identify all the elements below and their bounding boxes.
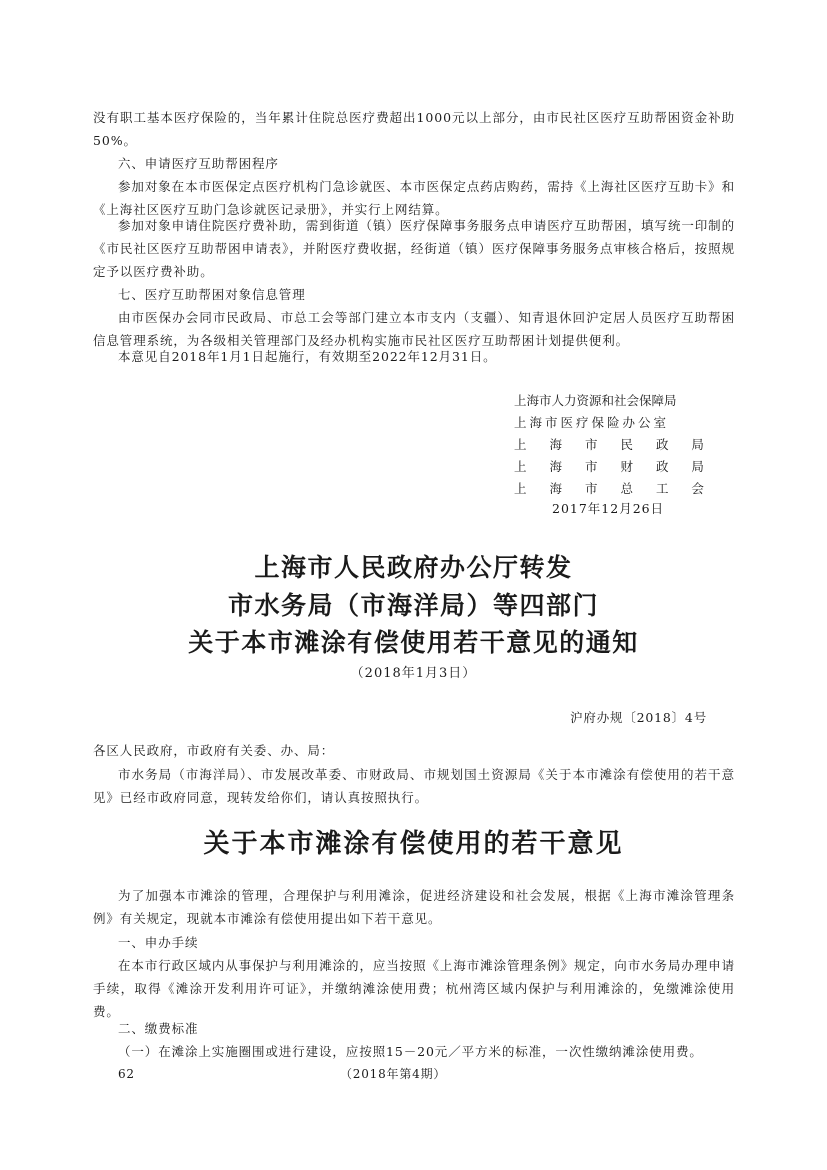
paragraph: （一）在滩涂上实施圈围或进行建设，应按照15－20元／平方米的标准，一次性缴纳滩涂使用费。 [118, 1044, 703, 1059]
signatory-char: 上 [514, 437, 527, 452]
notice-title-line: 市水务局（市海洋局）等四部门 [227, 591, 599, 620]
paragraph: 本意见自2018年1月1日起施行，有效期至2022年12月31日。 [118, 349, 497, 364]
signatory [514, 456, 704, 478]
signatory-char: 市 [584, 481, 598, 496]
opinion-title: 关于本市滩涂有偿使用的若干意见 [203, 829, 624, 859]
signatory-char: 上 [514, 481, 527, 496]
signatory-char: 财 [620, 459, 633, 474]
notice-body: 市水务局（市海洋局）、市发展改革委、市财政局、市规划国土资源局《关于本市滩涂有偿使用的若干意见》已经市政府同意，现转发给你们，请认真按照执行。 [93, 767, 735, 805]
signatory: 上海市人力资源和社会保障局 [514, 393, 677, 408]
notice-title-line: 关于本市滩涂有偿使用若干意见的通知 [188, 628, 639, 657]
paragraph: 没有职工基本医疗保险的，当年累计住院总医疗费超出1000元以上部分，由市民社区医疗互助帮困资金补助50%。 [93, 110, 735, 148]
notice-date: （2018年1月3日） [350, 666, 477, 681]
signatory-char: 市 [584, 437, 598, 452]
signatory-char: 局 [691, 437, 704, 452]
paragraph: 由市医保办会同市民政局、市总工会等部门建立本市支内（支疆）、知青退休回沪定居人员医疗互助帮困信息管理系统，为各级相关管理部门及经办机构实施市民社区医疗互助帮困计划提供便利。 [93, 310, 735, 348]
document-number: 沪府办规〔2018〕4号 [570, 710, 707, 725]
signatory-char: 政 [655, 437, 669, 452]
signatory-char: 海 [549, 437, 562, 452]
signatory: 上海市医疗保险办公室 [514, 415, 670, 430]
section-heading: 六、申请医疗互助帮困程序 [118, 156, 279, 171]
signatory-char: 局 [691, 459, 704, 474]
signatory-char: 海 [549, 459, 562, 474]
signatory-char: 总 [620, 481, 633, 496]
signatory [514, 434, 704, 456]
signatory-char: 工 [655, 481, 669, 496]
signatory [514, 478, 704, 500]
salutation: 各区人民政府，市政府有关委、办、局： [93, 743, 335, 758]
paragraph: 在本市行政区域内从事保护与利用滩涂的，应当按照《上海市滩涂管理条例》规定，向市水务局办理申请手续，取得《滩涂开发利用许可证》，并缴纳滩涂使用费；杭州湾区域内保护与利用滩涂的，免缴滩涂使用费。 [93, 958, 735, 1019]
paragraph: 参加对象在本市医保定点医疗机构门急诊就医、本市医保定点药店购药，需持《上海社区医疗互助卡》和《上海社区医疗互助门急诊就医记录册》，并实行上网结算。 [93, 179, 735, 217]
section-heading: 一、申办手续 [118, 935, 199, 950]
page-number: 62 [118, 1067, 135, 1081]
section-heading: 七、医疗互助帮困对象信息管理 [118, 287, 306, 302]
signatory-char: 市 [584, 459, 598, 474]
signatory-char: 民 [620, 437, 633, 452]
section-heading: 二、缴费标准 [118, 1021, 199, 1036]
issue-label: （2018年第4期） [340, 1067, 447, 1081]
signatory-char: 海 [549, 481, 562, 496]
signatory-char: 政 [655, 459, 669, 474]
paragraph: 参加对象申请住院医疗费补助，需到街道（镇）医疗保障事务服务点申请医疗互助帮困，填写统一印制的《市民社区医疗互助帮困申请表》，并附医疗费收据，经街道（镇）医疗保障事务服务点审核合格后，按照规定予以医疗费补助。 [93, 218, 735, 279]
signing-date: 2017年12月26日 [552, 501, 665, 516]
paragraph: 为了加强本市滩涂的管理，合理保护与利用滩涂，促进经济建设和社会发展，根据《上海市滩涂管理条例》有关规定，现就本市滩涂有偿使用提出如下若干意见。 [93, 888, 735, 926]
notice-title-line: 上海市人民政府办公厅转发 [254, 553, 573, 582]
signatory-char: 会 [691, 481, 704, 496]
signatory-char: 上 [514, 459, 527, 474]
